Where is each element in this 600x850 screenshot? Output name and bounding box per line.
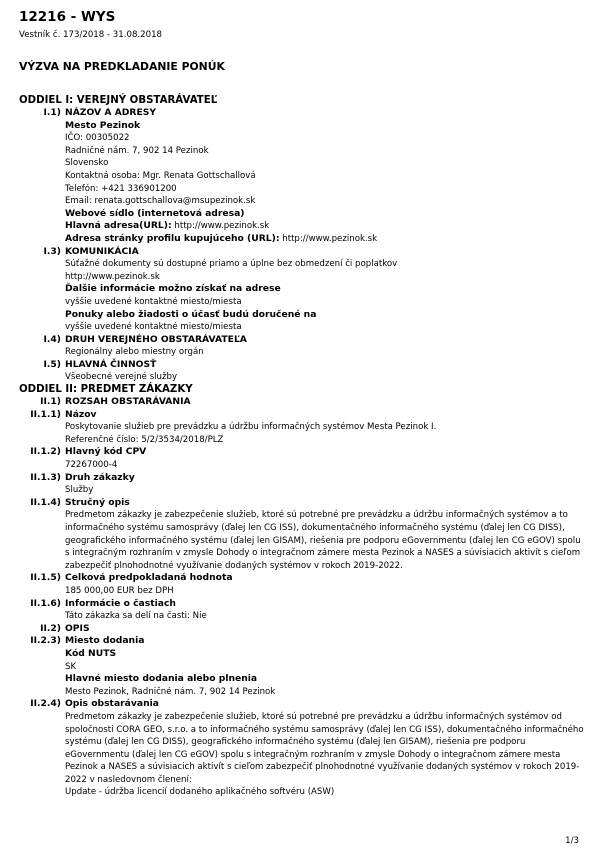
item-line: Poskytovanie služieb pre prevádzku a údržbu informačných systémov Mesta Pezinok I. (65, 422, 437, 433)
item-subheading: Webové sídlo (internetová adresa) (65, 207, 245, 219)
item-number: II.2) (40, 622, 61, 634)
item-line: Update - údržba licencií dodaného aplikačného softvéru (ASW) (65, 787, 335, 798)
field-label: Hlavná adresa(URL): (65, 220, 172, 232)
item-title: ROZSAH OBSTARÁVANIA (65, 396, 191, 408)
item-number: II.1.3) (30, 471, 61, 483)
item-subheading: Hlavné miesto dodania alebo plnenia (65, 673, 258, 685)
item-number: II.1) (40, 396, 61, 408)
item-line (65, 220, 584, 233)
field-value: http://www.pezinok.sk (279, 233, 378, 244)
item-line: IČO: 00305022 (65, 133, 130, 144)
item-line: vyššie uvedené kontaktné miesto/miesta (65, 296, 242, 307)
section-item (19, 409, 584, 447)
item-number: II.1.6) (30, 597, 61, 609)
item-paragraph: Predmetom zákazky je zabezpečenie služieb, ktoré sú potrebné pre prevádzku a údržbu informačných systémov a to informačného systému samosprávy (ďalej len CG ISS), dokumentačného informačného systému (ďalej len CG DISS), geografického informačného systému (ďalej len GISAM), riešenia pre podporu eGovernmentu (ďalej len CG eGOV) spolu s integračným rozhraním v zmysle Dohody o integračnom zámere mesta Pezinok a NASES a súvisiacich aktivít s cieľom zabezpečiť plnohodnotné využívanie dodaných systémov v rokoch 2019-2022. (65, 510, 581, 571)
item-title: KOMUNIKÁCIA (65, 245, 139, 257)
item-title: DRUH VEREJNÉHO OBSTARÁVATEĽA (65, 333, 247, 345)
section (19, 95, 584, 384)
section-item (19, 334, 584, 359)
item-line: 185 000,00 EUR bez DPH (65, 585, 174, 596)
section-item (19, 497, 584, 573)
item-subheading: Kód NUTS (65, 647, 117, 659)
item-number: II.2.3) (30, 635, 61, 647)
field-value: http://www.pezinok.sk (171, 221, 270, 232)
item-number: II.1.5) (30, 572, 61, 584)
item-subheading: Mesto Pezinok (65, 119, 141, 131)
item-line: SK (65, 661, 77, 672)
item-title: Stručný opis (65, 496, 130, 508)
section-item (19, 635, 584, 698)
item-number: II.1.4) (30, 496, 61, 508)
item-line: Kontaktná osoba: Mgr. Renata Gottschallová (65, 170, 256, 181)
item-line: Telefón: +421 336901200 (65, 183, 177, 194)
item-title: OPIS (65, 622, 90, 634)
item-title: Informácie o častiach (65, 597, 176, 609)
item-line: Radničné nám. 7, 902 14 Pezinok (65, 145, 209, 156)
item-number: II.2.4) (30, 698, 61, 710)
section-item (19, 472, 584, 497)
item-line: Regionálny alebo miestny orgán (65, 347, 204, 358)
item-title: Hlavný kód CPV (65, 446, 147, 458)
item-number: I.5) (43, 358, 61, 370)
section-item (19, 598, 584, 623)
item-line: Všeobecné verejné služby (65, 372, 178, 383)
item-line: Táto zákazka sa delí na časti: Nie (65, 611, 207, 622)
item-number: I.3) (43, 245, 61, 257)
section-heading: ODDIEL I: VEREJNÝ OBSTARÁVATEĽ (19, 95, 218, 106)
item-line: 72267000-4 (65, 460, 118, 471)
section-item (19, 396, 584, 409)
item-subheading: Ponuky alebo žiadosti o účasť budú doručené na (65, 308, 317, 320)
section-item (19, 572, 584, 597)
item-line: http://www.pezinok.sk (65, 271, 160, 282)
item-line: Slovensko (65, 158, 109, 169)
section-item (19, 623, 584, 636)
item-title: HLAVNÁ ČINNOSŤ (65, 358, 157, 370)
section-heading: ODDIEL II: PREDMET ZÁKAZKY (19, 384, 193, 396)
item-title: Názov (65, 408, 97, 420)
item-line: vyššie uvedené kontaktné miesto/miesta (65, 322, 242, 333)
field-label: Adresa stránky profilu kupujúceho (URL): (65, 232, 280, 244)
item-line (65, 233, 584, 246)
item-subheading: Ďalšie informácie možno získať na adrese (65, 283, 281, 295)
item-line: Súťažné dokumenty sú dostupné priamo a úplne bez obmedzení či poplatkov (65, 259, 398, 270)
section-item (19, 359, 584, 384)
item-number: I.4) (43, 333, 61, 345)
bulletin-info: Vestník č. 173/2018 - 31.08.2018 (19, 30, 163, 40)
item-line: Služby (65, 485, 94, 496)
item-number: II.1.2) (30, 446, 61, 458)
item-line: Mesto Pezinok, Radničné nám. 7, 902 14 Pezinok (65, 686, 276, 697)
section (19, 384, 584, 799)
item-title: Druh zákazky (65, 471, 135, 483)
item-number: II.1.1) (30, 408, 61, 420)
page-number: 1/3 (565, 836, 579, 846)
section-item (19, 246, 584, 334)
item-paragraph: Predmetom zákazky je zabezpečenie služieb, ktoré sú potrebné pre prevádzku a údržbu informačných systémov od spoločnosti CORA GEO, s.r.o. a to informačného systému samosprávy (ďalej len CG ISS), dokumentačného informačného systému (ďalej len CG DISS), geografického informačného systému (ďalej len GISAM), riešenia pre podporu eGovernmentu (ďalej len CG eGOV) spolu s integračným rozhraním v zmysle Dohody o integračnom zámere mesta Pezinok a NASES a súvisiacich aktivít s cieľom zabezpečiť plnohodnotné využívanie dodaných systémov v rokoch 2019-2022 v nasledovnom členení: (65, 711, 584, 785)
item-title: Celková predpokladaná hodnota (65, 572, 233, 584)
document-title: VÝZVA NA PREDKLADANIE PONÚK (19, 60, 225, 73)
item-number: I.1) (43, 107, 61, 118)
item-line: Email: renata.gottschallova@msupezinok.sk (65, 196, 256, 207)
item-line: Referenčné číslo: 5/2/3534/2018/PLZ (65, 434, 224, 445)
section-item (19, 446, 584, 471)
item-title: Miesto dodania (65, 635, 145, 647)
item-title: NÁZOV A ADRESY (65, 107, 156, 118)
section-item (19, 107, 584, 246)
document-body (19, 95, 584, 799)
item-title: Opis obstarávania (65, 698, 159, 710)
document-id: 12216 - WYS (19, 9, 116, 25)
section-item (19, 698, 584, 799)
